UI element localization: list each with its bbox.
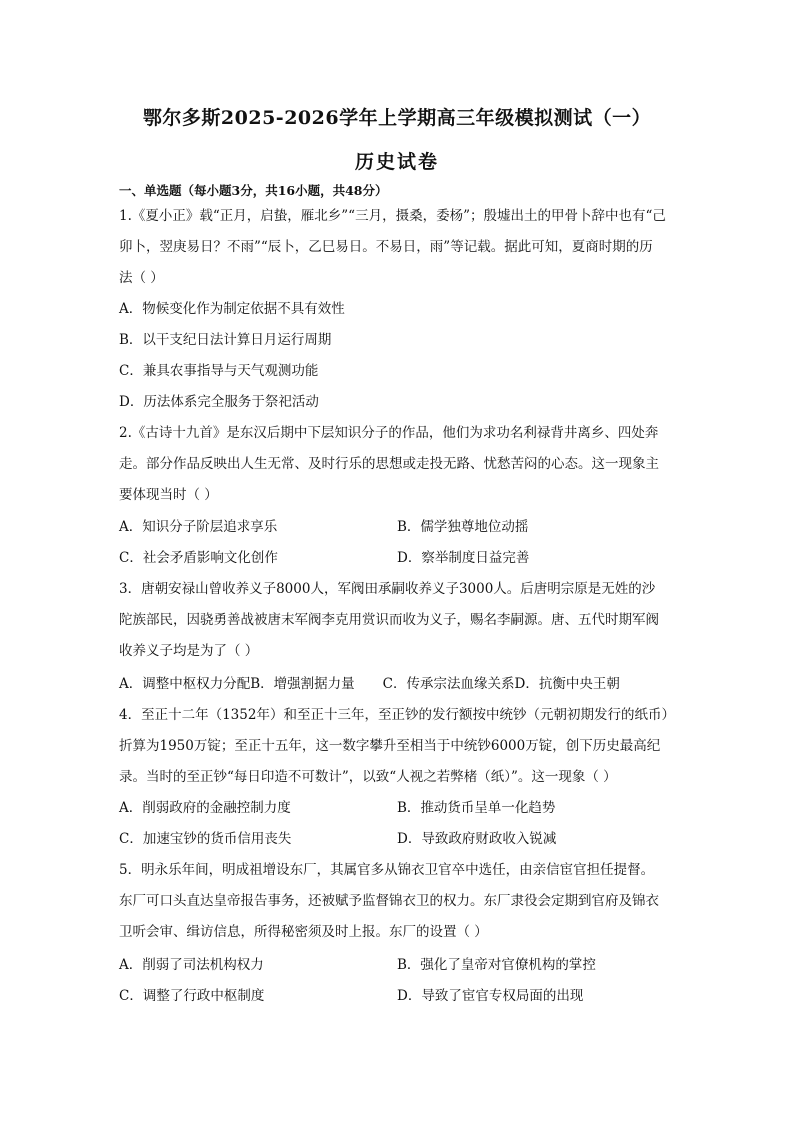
question-2-option-a: A．知识分子阶层追求享乐 [119,519,278,535]
question-2-line-3: 要体现当时（ ） [119,487,218,503]
question-3-option-b: B．增强割据力量 [250,676,355,692]
question-4-line-3: 录。当时的至正钞“每日印造不可数计”，以致“人视之若弊楮（纸）”。这一现象（ ） [119,769,617,785]
exam-subtitle: 历史试卷 [354,151,439,173]
question-3-line-1: 3．唐朝安禄山曾收养义子8000人，军阀田承嗣收养义子3000人。后唐明宗原是无姓的沙 [119,581,656,597]
question-3-option-c: C．传承宗法血缘关系 [382,676,515,692]
question-1-option-c: C．兼具农事指导与天气观测功能 [119,363,319,379]
question-2-option-c: C．社会矛盾影响文化创作 [119,550,278,566]
exam-title: 鄂尔多斯2025-2026学年上学期高三年级模拟测试（一） [142,107,652,129]
section-heading: 一、单选题（每小题3分，共16小题，共48分） [119,183,388,198]
question-5-line-1: 5．明永乐年间，明成祖增设东厂，其属官多从锦衣卫官卒中选任，由亲信宦官担任提督。 [119,862,655,878]
question-1-option-b: B．以干支纪日法计算日月运行周期 [119,332,332,348]
question-3-line-3: 收养义子均是为了（ ） [119,643,259,659]
question-4-line-2: 折算为1950万锭；至正十五年，这一数字攀升至相当于中统钞6000万锭，创下历史最高纪 [119,738,661,754]
question-2-option-d: D．察举制度日益完善 [397,550,530,566]
question-4-line-1: 4．至正十二年（1352年）和至正十三年，至正钞的发行额按中统钞（元朝初期发行的纸币） [119,707,675,723]
question-4-option-b: B．推动货币呈单一化趋势 [397,800,556,816]
question-3-option-d: D．抗衡中央王朝 [514,676,620,692]
question-1-line-2: 卯卜，翌庚易日？不雨”“辰卜，乙巳易日。不易日，雨”等记载。据此可知，夏商时期的历 [119,239,653,255]
question-2-line-1: 2.《古诗十九首》是东汉后期中下层知识分子的作品，他们为求功名利禄背井离乡、四处奔 [119,425,659,441]
question-5-line-2: 东厂可口头直达皇帝报告事务，还被赋予监督锦衣卫的权力。东厂隶役会定期到官府及锦衣 [119,893,659,909]
question-2-option-b: B．儒学独尊地位动摇 [397,519,529,535]
question-1-option-d: D．历法体系完全服务于祭祀活动 [119,394,319,410]
question-5-option-b: B．强化了皇帝对官僚机构的掌控 [397,957,596,973]
question-5-option-c: C．调整了行政中枢制度 [119,988,265,1004]
question-1-option-a: A．物候变化作为制定依据不具有效性 [119,301,345,317]
question-3-option-a: A．调整中枢权力分配 [119,676,251,692]
question-1-line-3: 法（ ） [119,270,164,286]
question-1-line-1: 1.《夏小正》载“正月，启蛰，雁北乡”“三月，摄桑，委杨”；殷墟出土的甲骨卜辞中也有“己 [119,208,666,224]
question-4-option-a: A．削弱政府的金融控制力度 [119,800,291,816]
question-4-option-d: D．导致政府财政收入锐减 [397,831,557,847]
question-2-line-2: 走。部分作品反映出人生无常、及时行乐的思想或走投无路、忧愁苦闷的心态。这一现象主 [119,456,659,472]
question-5-option-a: A．削弱了司法机构权力 [119,957,264,973]
question-4-option-c: C．加速宝钞的货币信用丧失 [119,831,292,847]
question-3-options-row [119,675,620,693]
question-5-option-d: D．导致了宦官专权局面的出现 [397,988,584,1004]
question-5-line-3: 卫听会审、缉访信息，所得秘密须及时上报。东厂的设置（ ） [119,924,488,940]
question-3-line-2: 陀族部民，因骁勇善战被唐末军阀李克用赏识而收为义子，赐名李嗣源。唐、五代时期军阀 [119,612,659,628]
